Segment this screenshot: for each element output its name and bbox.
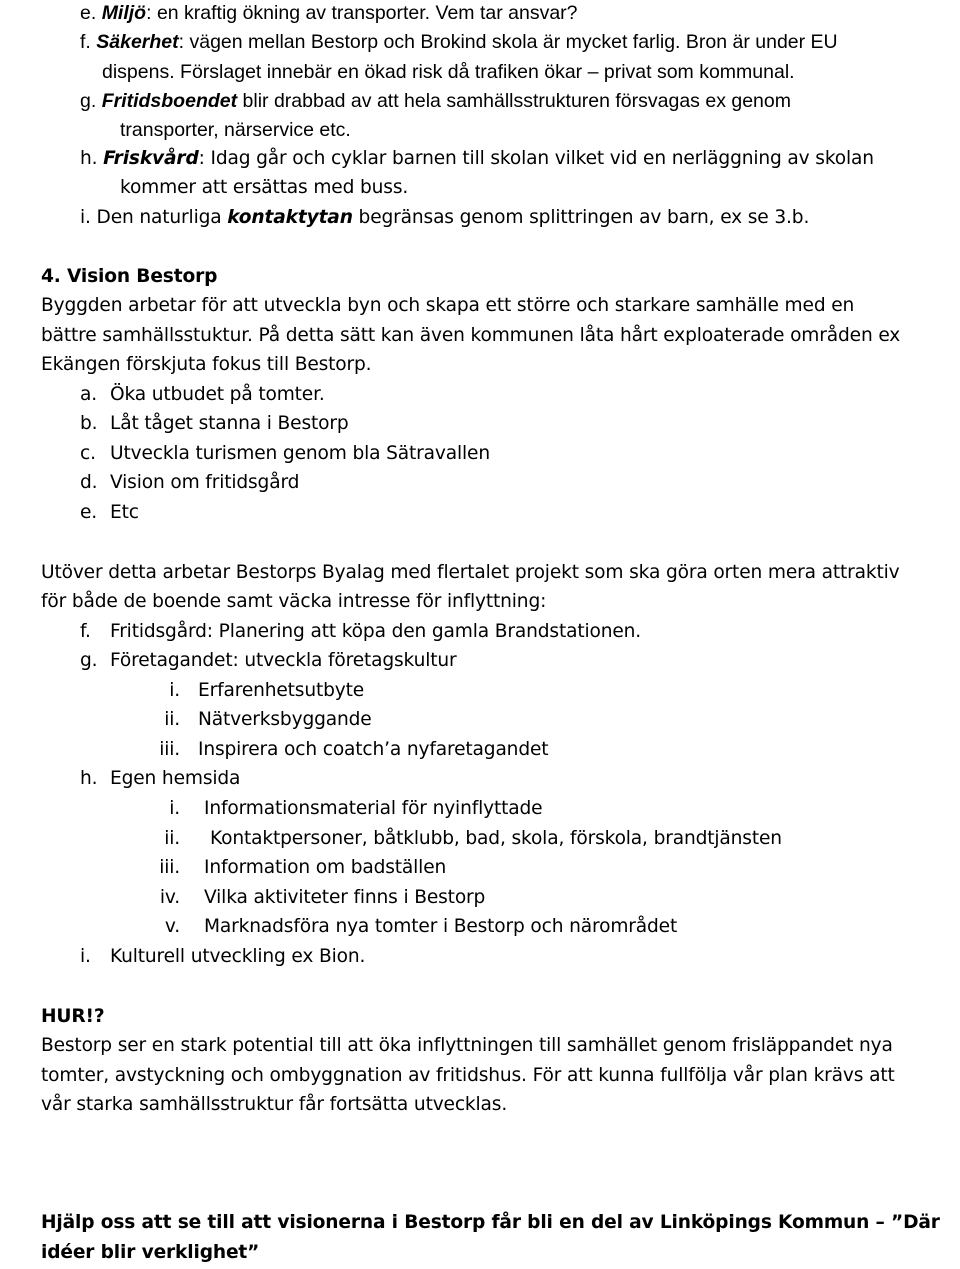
list-item	[80, 382, 325, 408]
sub-list-item	[140, 826, 782, 852]
list-item-g-fritidsboendet	[80, 88, 791, 114]
sub-marker: ii.	[164, 709, 180, 730]
sub-marker: iii.	[159, 857, 180, 878]
sub-list-item	[140, 914, 677, 940]
paragraph-line: Byggden arbetar för att utveckla byn och skapa ett större och starkare samhälle med en	[41, 295, 855, 316]
list-item-h-continuation: kommer att ersättas med buss.	[120, 177, 409, 198]
term-kontaktytan: kontaktytan	[227, 207, 353, 228]
list-item-f-sakerhet	[80, 29, 838, 55]
paragraph-line: vår starka samhällsstruktur får fortsätta utvecklas.	[41, 1094, 508, 1115]
sub-marker: i.	[169, 798, 180, 819]
list-text: Vision om fritidsgård	[110, 472, 300, 493]
sub-text: Kontaktpersoner, båtklubb, bad, skola, förskola, brandtjänsten	[210, 828, 782, 849]
sub-list-item	[140, 796, 542, 822]
list-text: begränsas genom splittringen av barn, ex se 3.b.	[352, 207, 810, 228]
closing-line: Hjälp oss att se till att visionerna i Bestorp får bli en del av Linköpings Kommun – ”Där	[41, 1212, 940, 1233]
hur-heading: HUR!?	[41, 1006, 105, 1027]
list-text: Fritidsgård: Planering att köpa den gamla Brandstationen.	[110, 621, 642, 642]
list-item-hemsida	[80, 766, 240, 792]
sub-list-item	[140, 678, 364, 704]
sub-marker: iii.	[159, 739, 180, 760]
sub-text: Marknadsföra nya tomter i Bestorp och närområdet	[204, 916, 678, 937]
list-text-before: Den naturliga	[96, 207, 228, 228]
list-item-fritidsgard	[80, 619, 641, 645]
list-marker: c.	[80, 443, 96, 464]
list-item-h-friskvard	[80, 146, 874, 172]
paragraph-line: Utöver detta arbetar Bestorps Byalag med flertalet projekt som ska göra orten mera attraktiv	[41, 562, 900, 583]
term-miljo: Miljö	[101, 2, 147, 24]
list-item-e-miljo	[80, 0, 578, 26]
list-item	[80, 441, 490, 467]
list-marker: h.	[80, 768, 98, 789]
sub-text: Information om badställen	[204, 857, 447, 878]
sub-marker: ii.	[164, 828, 180, 849]
list-item-i-kontaktytan	[80, 205, 809, 231]
list-text: : vägen mellan Bestorp och Brokind skola är mycket farlig. Bron är under EU	[178, 31, 838, 53]
sub-text: Vilka aktiviteter finns i Bestorp	[204, 887, 486, 908]
sub-marker: v.	[164, 916, 180, 937]
list-marker: d.	[80, 472, 98, 493]
sub-text: Erfarenhetsutbyte	[198, 680, 365, 701]
sub-text: Nätverksbyggande	[198, 709, 372, 730]
list-marker: f.	[80, 31, 91, 53]
sub-text: Inspirera och coatch’a nyfaretagandet	[198, 739, 549, 760]
list-marker: f.	[80, 621, 91, 642]
section-number: 4.	[41, 266, 61, 287]
section-title: Vision Bestorp	[67, 266, 218, 287]
paragraph-line: Bestorp ser en stark potential till att öka inflyttningen till samhället genom frisläppandet nya	[41, 1035, 893, 1056]
list-marker: i.	[80, 946, 91, 967]
term-friskvard: Friskvård	[103, 148, 199, 169]
sub-list-item	[140, 855, 446, 881]
list-item-foretagandet	[80, 648, 457, 674]
list-marker: e.	[80, 2, 97, 24]
closing-line: idéer blir verklighet”	[41, 1242, 260, 1263]
sub-list-item	[140, 737, 548, 763]
list-marker: b.	[80, 413, 98, 434]
paragraph-line: för både de boende samt väcka intresse för inflyttning:	[41, 591, 547, 612]
list-item-g-continuation: transporter, närservice etc.	[120, 119, 351, 141]
list-text: Egen hemsida	[110, 768, 241, 789]
term-sakerhet: Säkerhet	[96, 31, 179, 53]
paragraph-line: bättre samhällsstuktur. På detta sätt kan även kommunen låta hårt exploaterade områden ex	[41, 325, 901, 346]
list-text: Företagandet: utveckla företagskultur	[110, 650, 457, 671]
list-text: Öka utbudet på tomter.	[110, 384, 325, 405]
section-4-heading	[41, 264, 217, 290]
sub-text: Informationsmaterial för nyinflyttade	[204, 798, 543, 819]
list-text: Etc	[110, 502, 139, 523]
term-fritidsboendet: Fritidsboendet	[101, 90, 238, 112]
list-item-kulturell	[80, 944, 365, 970]
sub-marker: i.	[169, 680, 180, 701]
list-item	[80, 411, 349, 437]
list-text: Kulturell utveckling ex Bion.	[110, 946, 366, 967]
list-item-f-continuation: dispens. Förslaget innebär en ökad risk då trafiken ökar – privat som kommunal.	[102, 61, 795, 83]
list-marker: h.	[80, 148, 98, 169]
list-item	[80, 500, 139, 526]
sub-list-item	[140, 707, 372, 733]
sub-marker: iv.	[159, 887, 180, 908]
list-text: blir drabbad av att hela samhällsstrukturen försvagas ex genom	[237, 90, 791, 112]
sub-list-item	[140, 885, 485, 911]
list-item	[80, 470, 299, 496]
list-text: : en kraftig ökning av transporter. Vem tar ansvar?	[146, 2, 578, 24]
list-marker: g.	[80, 650, 98, 671]
paragraph-line: tomter, avstyckning och ombyggnation av fritidshus. För att kunna fullfölja vår plan krävs att	[41, 1065, 895, 1086]
list-marker: i.	[80, 207, 91, 228]
list-text: : Idag går och cyklar barnen till skolan vilket vid en nerläggning av skolan	[198, 148, 874, 169]
list-text: Utveckla turismen genom bla Sätravallen	[110, 443, 490, 464]
list-marker: e.	[80, 502, 98, 523]
list-text: Låt tåget stanna i Bestorp	[110, 413, 349, 434]
paragraph-line: Ekängen förskjuta fokus till Bestorp.	[41, 354, 372, 375]
list-marker: a.	[80, 384, 98, 405]
list-marker: g.	[80, 90, 97, 112]
